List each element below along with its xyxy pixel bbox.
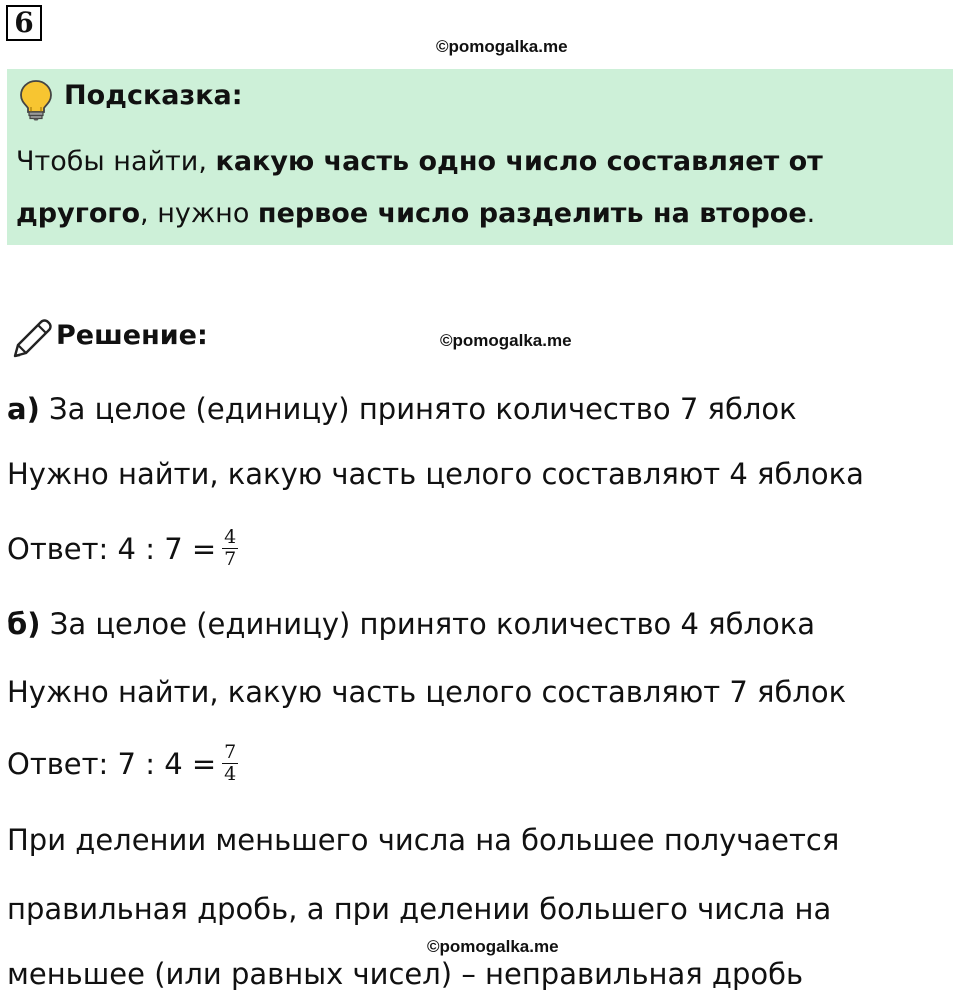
part-b-answer-text: Ответ: 7 : 4 = xyxy=(7,746,217,781)
hint-text-prefix: Чтобы найти, xyxy=(16,146,216,177)
hint-text-line-2 xyxy=(16,198,815,229)
solution-title: Решение: xyxy=(56,320,208,351)
conclusion-line-3: меньшее (или равных чисел) – неправильная дробь xyxy=(7,957,804,991)
conclusion-line-2: правильная дробь, а при делении большего числа на xyxy=(7,892,832,926)
hint-text-suffix: . xyxy=(806,198,816,229)
part-a-text: За целое (единицу) принято количество 7 яблок xyxy=(39,392,797,426)
hint-text-bold-other: другого xyxy=(16,198,141,229)
watermark-bottom: ©pomogalka.me xyxy=(427,937,559,956)
part-b-statement xyxy=(7,607,815,641)
fraction-a xyxy=(222,527,238,570)
part-b-label: б) xyxy=(7,607,41,641)
watermark-middle: ©pomogalka.me xyxy=(440,331,572,350)
part-b-answer xyxy=(7,742,238,785)
fraction-a-denominator: 7 xyxy=(224,548,237,570)
part-a-find: Нужно найти, какую часть целого составляют 4 яблока xyxy=(7,457,864,491)
fraction-a-numerator: 4 xyxy=(224,526,237,548)
watermark-top: ©pomogalka.me xyxy=(436,37,568,56)
hint-text-bold-rule: первое число разделить на второе xyxy=(257,198,807,229)
pencil-icon xyxy=(9,316,53,366)
hint-title: Подсказка: xyxy=(64,80,243,111)
fraction-b-numerator: 7 xyxy=(224,741,237,763)
hint-text-bold: какую часть одно число составляет от xyxy=(215,146,823,177)
conclusion-line-1: При делении меньшего числа на большее получается xyxy=(7,823,840,857)
part-a-label: а) xyxy=(7,392,40,426)
task-number: 6 xyxy=(6,5,42,41)
part-b-text: За целое (единицу) принято количество 4 яблока xyxy=(40,607,816,641)
hint-text-line-1 xyxy=(16,146,823,177)
part-a-answer xyxy=(7,527,238,570)
part-b-find: Нужно найти, какую часть целого составляют 7 яблок xyxy=(7,675,847,709)
fraction-b xyxy=(222,742,238,785)
hint-text-middle: , нужно xyxy=(140,198,258,229)
fraction-b-denominator: 4 xyxy=(224,763,237,785)
part-a-statement xyxy=(7,392,797,426)
lightbulb-icon xyxy=(18,79,54,125)
part-a-answer-text: Ответ: 4 : 7 = xyxy=(7,531,217,566)
